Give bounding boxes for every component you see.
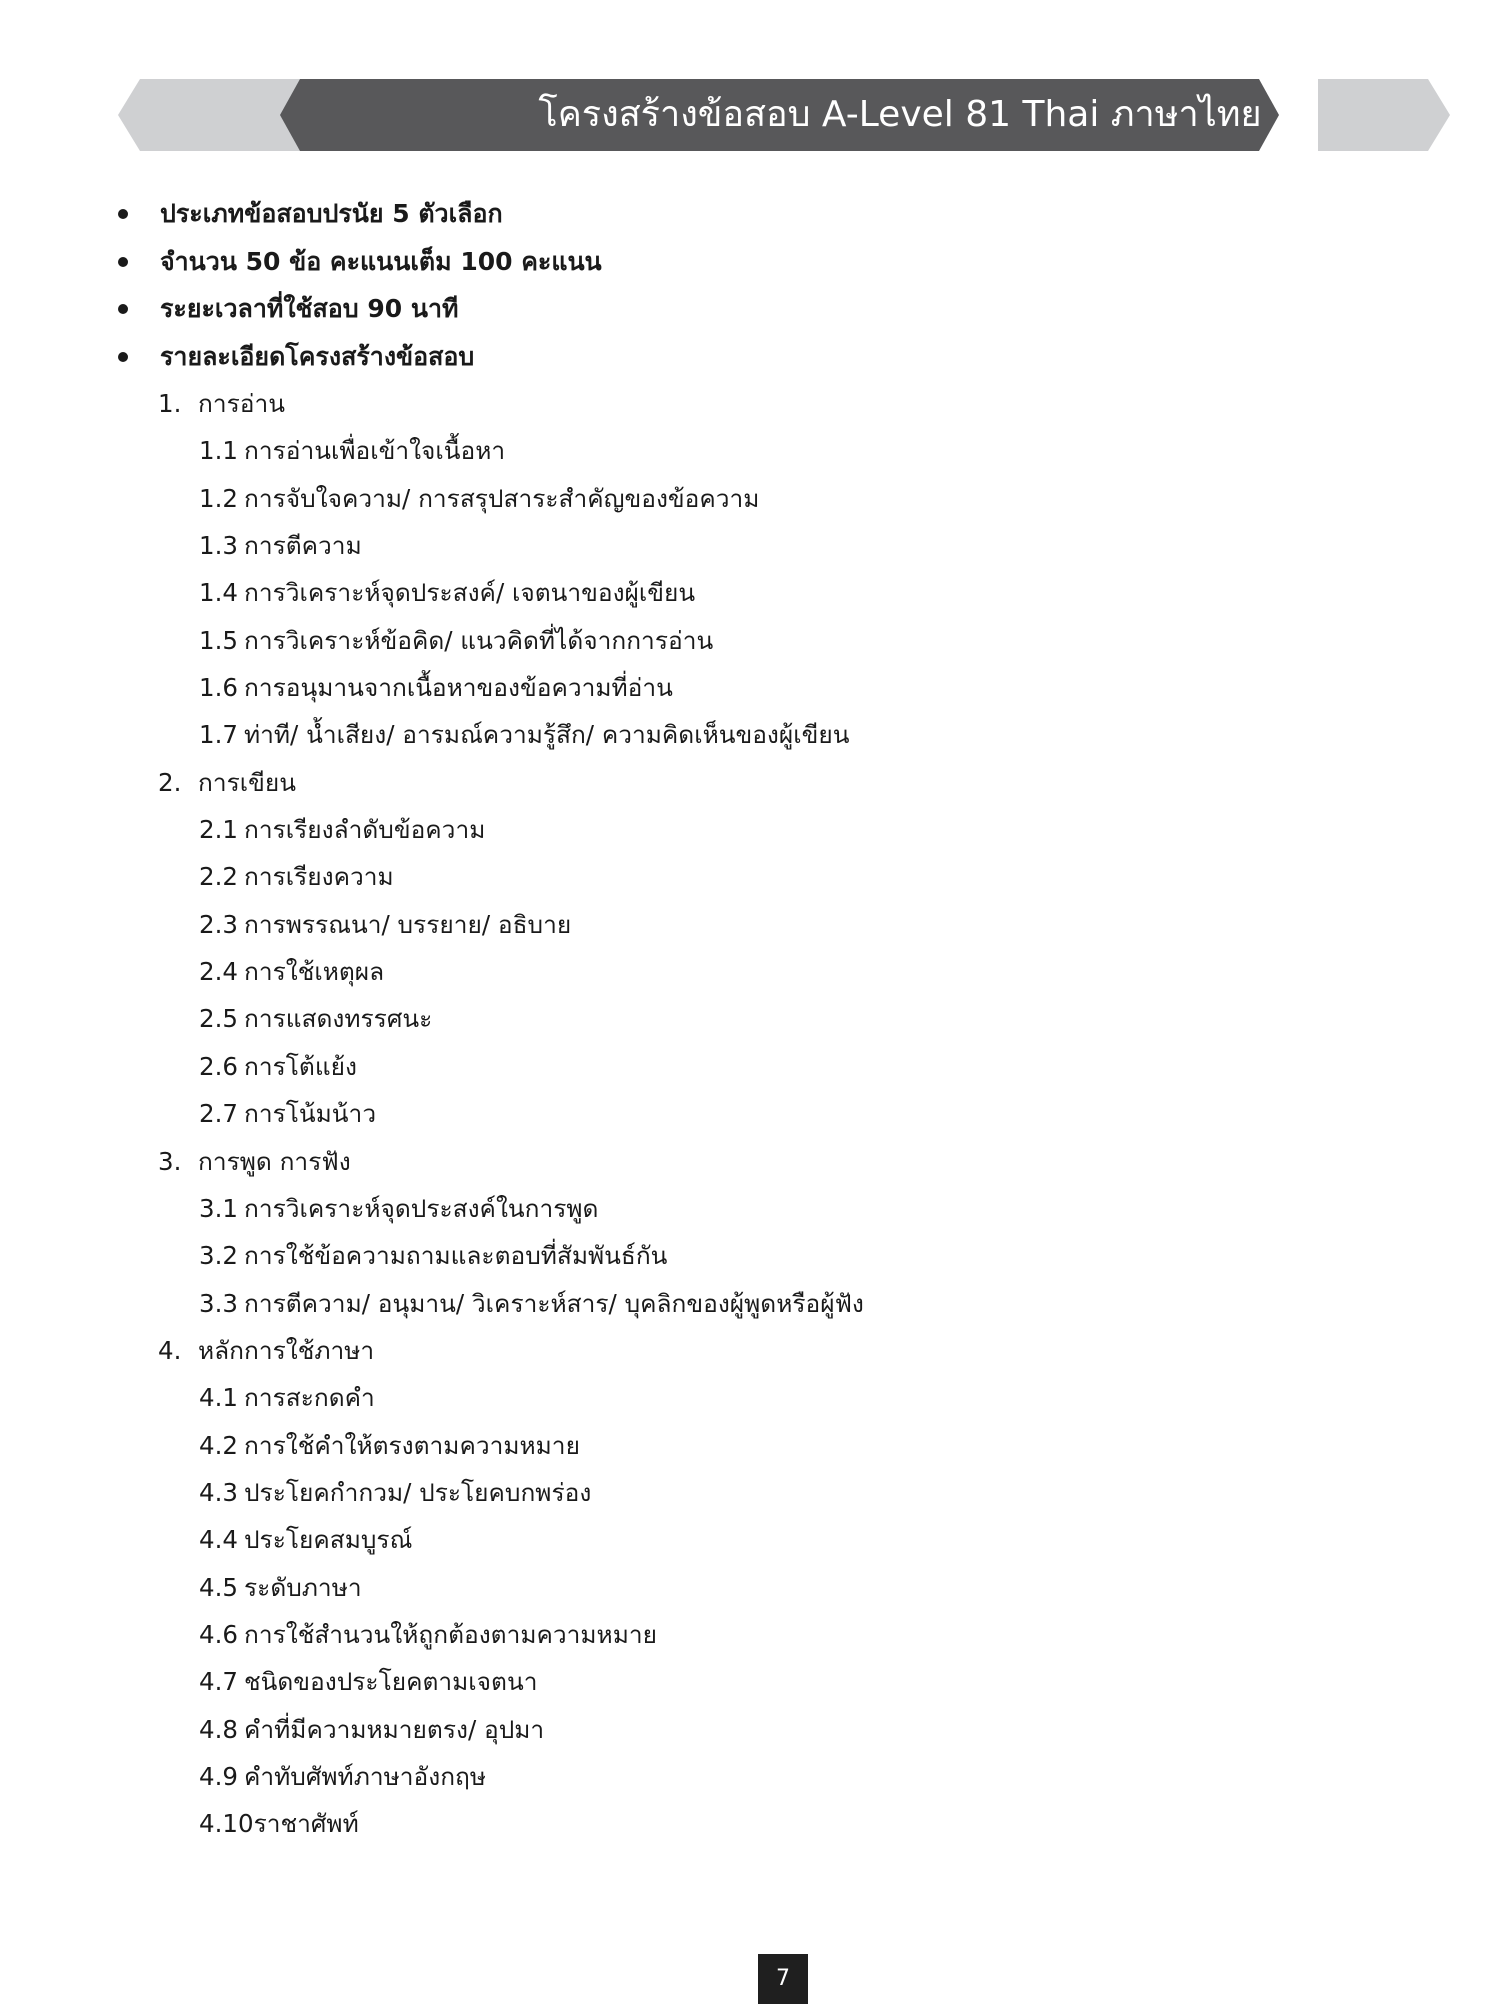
item-number: 4.1	[199, 1383, 238, 1413]
section-heading	[158, 380, 864, 427]
bullet-icon	[118, 304, 128, 314]
item-label: การใช้ข้อความถามและตอบที่สัมพันธ์กัน	[244, 1241, 668, 1271]
item-number: 2.7	[199, 1099, 238, 1129]
item-label: การแสดงทรรศนะ	[244, 1004, 433, 1034]
item-label: คำทับศัพท์ภาษาอังกฤษ	[244, 1761, 487, 1791]
outline-item	[158, 995, 864, 1042]
summary-text: ระยะเวลาที่ใช้สอบ 90 นาที	[160, 294, 459, 323]
section-label: การพูด การฟัง	[198, 1146, 351, 1176]
bullet-icon	[118, 257, 128, 267]
item-number: 4.8	[199, 1714, 238, 1744]
item-label: การวิเคราะห์จุดประสงค์/ เจตนาของผู้เขียน	[244, 578, 696, 608]
bullet-icon	[118, 209, 128, 219]
item-label: การสะกดคำ	[244, 1383, 375, 1413]
outline-item	[158, 1564, 864, 1611]
outline-item	[158, 1374, 864, 1421]
item-label: การโต้แย้ง	[244, 1051, 357, 1081]
item-label: การเรียงลำดับข้อความ	[244, 815, 486, 845]
section-number: 4.	[158, 1335, 182, 1365]
outline-item	[158, 1611, 864, 1658]
section-number: 3.	[158, 1146, 182, 1176]
item-number: 4.7	[199, 1667, 238, 1697]
item-number: 3.2	[199, 1241, 238, 1271]
item-number: 4.9	[199, 1761, 238, 1791]
item-label: ประโยคกำกวม/ ประโยคบกพร่อง	[244, 1477, 592, 1507]
page-title: โครงสร้างข้อสอบ A-Level 81 Thai ภาษาไทย	[538, 94, 1262, 135]
item-label: ราชาศัพท์	[253, 1809, 359, 1839]
item-label: คำที่มีความหมายตรง/ อุปมา	[244, 1714, 545, 1744]
item-label: การวิเคราะห์จุดประสงค์ในการพูด	[244, 1193, 599, 1223]
page-number: 7	[758, 1954, 808, 2004]
item-number: 4.10	[199, 1809, 254, 1839]
item-number: 1.7	[199, 720, 238, 750]
outline-item	[158, 1090, 864, 1137]
item-number: 1.4	[199, 578, 238, 608]
outline-item	[158, 664, 864, 711]
outline-item	[158, 1706, 864, 1753]
summary-text: ประเภทข้อสอบปรนัย 5 ตัวเลือก	[160, 199, 503, 228]
item-label: ประโยคสมบูรณ์	[244, 1525, 413, 1555]
outline-item	[158, 1043, 864, 1090]
section-number: 1.	[158, 389, 182, 418]
outline-item	[158, 569, 864, 616]
section-label: การเขียน	[198, 767, 296, 797]
item-label: การโน้มน้าว	[244, 1099, 377, 1129]
item-number: 4.5	[199, 1572, 238, 1602]
item-label: การตีความ	[244, 531, 362, 561]
summary-list	[118, 190, 602, 380]
item-number: 2.6	[199, 1051, 238, 1081]
summary-item	[118, 238, 602, 286]
item-number: 4.4	[199, 1525, 238, 1555]
summary-item	[118, 333, 602, 381]
item-label: การอ่านเพื่อเข้าใจเนื้อหา	[244, 436, 506, 466]
summary-text: รายละเอียดโครงสร้างข้อสอบ	[160, 341, 475, 371]
outline-item	[158, 427, 864, 474]
outline-item	[158, 1185, 864, 1232]
bullet-icon	[118, 352, 128, 362]
item-number: 4.3	[199, 1477, 238, 1507]
section-heading	[158, 759, 864, 806]
outline-item	[158, 1280, 864, 1327]
item-number: 2.2	[199, 862, 238, 892]
item-label: การใช้สำนวนให้ถูกต้องตามความหมาย	[244, 1619, 657, 1649]
item-label: การเรียงความ	[244, 862, 394, 892]
header-banner	[118, 79, 1450, 151]
outline-item	[158, 1800, 864, 1847]
summary-item	[118, 190, 602, 238]
item-label: ท่าที/ น้ำเสียง/ อารมณ์ความรู้สึก/ ความคิดเห็นของผู้เขียน	[244, 720, 850, 750]
summary-item	[118, 285, 602, 333]
item-label: การวิเคราะห์ข้อคิด/ แนวคิดที่ได้จากการอ่าน	[244, 625, 714, 655]
item-number: 3.1	[199, 1193, 238, 1223]
item-number: 3.3	[199, 1288, 238, 1318]
outline-item	[158, 1469, 864, 1516]
summary-text: จำนวน 50 ข้อ คะแนนเต็ม 100 คะแนน	[160, 246, 602, 276]
item-number: 1.5	[199, 625, 238, 655]
section-label: หลักการใช้ภาษา	[198, 1335, 375, 1365]
outline-item	[158, 1753, 864, 1800]
item-number: 2.3	[199, 909, 238, 939]
outline-item	[158, 617, 864, 664]
outline-item	[158, 1658, 864, 1705]
item-label: การใช้เหตุผล	[244, 957, 385, 987]
outline-item	[158, 475, 864, 522]
exam-outline	[158, 380, 864, 1848]
item-label: การอนุมานจากเนื้อหาของข้อความที่อ่าน	[244, 673, 673, 703]
outline-item	[158, 1232, 864, 1279]
item-label: ระดับภาษา	[244, 1572, 362, 1602]
section-label: การอ่าน	[198, 389, 285, 418]
item-label: ชนิดของประโยคตามเจตนา	[244, 1667, 538, 1697]
item-number: 2.4	[199, 957, 238, 987]
item-number: 1.3	[199, 531, 238, 561]
outline-item	[158, 901, 864, 948]
item-number: 2.1	[199, 815, 238, 845]
outline-item	[158, 853, 864, 900]
section-number: 2.	[158, 767, 182, 797]
item-label: การใช้คำให้ตรงตามความหมาย	[244, 1430, 580, 1460]
outline-item	[158, 1422, 864, 1469]
item-label: การตีความ/ อนุมาน/ วิเคราะห์สาร/ บุคลิกของผู้พูดหรือผู้ฟัง	[244, 1288, 864, 1318]
item-number: 1.2	[199, 483, 238, 513]
item-number: 4.6	[199, 1619, 238, 1649]
item-number: 1.6	[199, 673, 238, 703]
item-number: 2.5	[199, 1004, 238, 1034]
section-heading	[158, 1327, 864, 1374]
outline-item	[158, 1516, 864, 1563]
item-number: 1.1	[199, 436, 238, 466]
item-label: การพรรณนา/ บรรยาย/ อธิบาย	[244, 909, 572, 939]
item-number: 4.2	[199, 1430, 238, 1460]
outline-item	[158, 948, 864, 995]
section-heading	[158, 1138, 864, 1185]
outline-item	[158, 711, 864, 758]
outline-item	[158, 806, 864, 853]
item-label: การจับใจความ/ การสรุปสาระสำคัญของข้อความ	[244, 483, 760, 513]
outline-item	[158, 522, 864, 569]
